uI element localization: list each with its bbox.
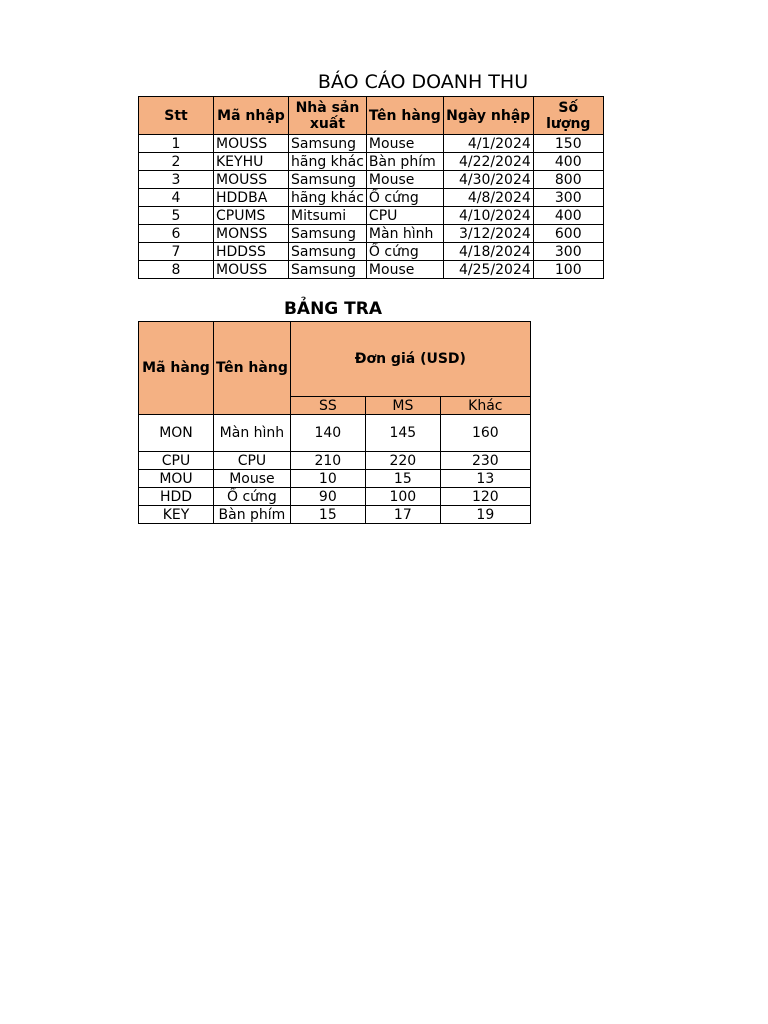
cell-khac: 230 xyxy=(440,452,530,470)
header-khac: Khác xyxy=(440,397,530,415)
cell-ma-nhap: MOUSS xyxy=(214,171,289,189)
cell-ten-hang: Bàn phím xyxy=(366,153,443,171)
cell-ms: 100 xyxy=(365,488,440,506)
cell-nsx: hãng khác xyxy=(289,153,367,171)
cell-ten-hang: Mouse xyxy=(214,470,291,488)
cell-ngay-nhap: 4/22/2024 xyxy=(443,153,533,171)
cell-stt: 7 xyxy=(139,243,214,261)
cell-nsx: hãng khác xyxy=(289,189,367,207)
table-row xyxy=(139,135,604,153)
table-row xyxy=(139,415,531,452)
cell-ten-hang: Ổ cứng xyxy=(214,488,291,506)
cell-so-luong: 400 xyxy=(533,207,603,225)
cell-ma-nhap: MOUSS xyxy=(214,135,289,153)
cell-ss: 90 xyxy=(290,488,365,506)
lookup-header-row xyxy=(139,322,531,397)
cell-so-luong: 150 xyxy=(533,135,603,153)
header-ten-hang: Tên hàng xyxy=(366,97,443,135)
cell-ss: 210 xyxy=(290,452,365,470)
cell-ms: 220 xyxy=(365,452,440,470)
table-row xyxy=(139,506,531,524)
header-don-gia: Đơn giá (USD) xyxy=(290,322,530,397)
header-so-luong: Số lượng xyxy=(533,97,603,135)
cell-ss: 15 xyxy=(290,506,365,524)
table-row xyxy=(139,207,604,225)
cell-ngay-nhap: 4/8/2024 xyxy=(443,189,533,207)
table-row xyxy=(139,243,604,261)
cell-stt: 1 xyxy=(139,135,214,153)
cell-ngay-nhap: 4/30/2024 xyxy=(443,171,533,189)
cell-ms: 15 xyxy=(365,470,440,488)
cell-ms: 145 xyxy=(365,415,440,452)
cell-ma-nhap: CPUMS xyxy=(214,207,289,225)
cell-nsx: Samsung xyxy=(289,171,367,189)
cell-ten-hang: CPU xyxy=(214,452,291,470)
header-ten-hang: Tên hàng xyxy=(214,322,291,415)
cell-ma-nhap: HDDBA xyxy=(214,189,289,207)
cell-ma-nhap: MONSS xyxy=(214,225,289,243)
cell-so-luong: 100 xyxy=(533,261,603,279)
table-row xyxy=(139,488,531,506)
cell-ngay-nhap: 3/12/2024 xyxy=(443,225,533,243)
table-row xyxy=(139,225,604,243)
cell-so-luong: 600 xyxy=(533,225,603,243)
cell-khac: 13 xyxy=(440,470,530,488)
header-ms: MS xyxy=(365,397,440,415)
cell-ma-nhap: HDDSS xyxy=(214,243,289,261)
cell-ten-hang: Màn hình xyxy=(214,415,291,452)
header-ngay-nhap: Ngày nhập xyxy=(443,97,533,135)
header-ma-hang: Mã hàng xyxy=(139,322,214,415)
cell-khac: 160 xyxy=(440,415,530,452)
cell-ten-hang: Mouse xyxy=(366,261,443,279)
cell-khac: 19 xyxy=(440,506,530,524)
table-row xyxy=(139,261,604,279)
cell-ma-hang: MON xyxy=(139,415,214,452)
cell-stt: 4 xyxy=(139,189,214,207)
cell-ngay-nhap: 4/18/2024 xyxy=(443,243,533,261)
cell-ngay-nhap: 4/10/2024 xyxy=(443,207,533,225)
cell-stt: 2 xyxy=(139,153,214,171)
cell-ma-hang: HDD xyxy=(139,488,214,506)
cell-nsx: Samsung xyxy=(289,225,367,243)
cell-ten-hang: Màn hình xyxy=(366,225,443,243)
table-row xyxy=(139,189,604,207)
report-header-row xyxy=(139,97,604,135)
cell-ten-hang: CPU xyxy=(366,207,443,225)
header-nha-san-xuat: Nhà sản xuất xyxy=(289,97,367,135)
cell-ngay-nhap: 4/25/2024 xyxy=(443,261,533,279)
cell-so-luong: 300 xyxy=(533,189,603,207)
header-stt: Stt xyxy=(139,97,214,135)
cell-stt: 3 xyxy=(139,171,214,189)
cell-ma-nhap: MOUSS xyxy=(214,261,289,279)
cell-stt: 8 xyxy=(139,261,214,279)
cell-stt: 6 xyxy=(139,225,214,243)
report-title: BÁO CÁO DOANH THU xyxy=(317,71,529,93)
header-ma-nhap: Mã nhập xyxy=(214,97,289,135)
header-ss: SS xyxy=(290,397,365,415)
table-row xyxy=(139,153,604,171)
cell-ss: 10 xyxy=(290,470,365,488)
cell-nsx: Samsung xyxy=(289,243,367,261)
cell-ngay-nhap: 4/1/2024 xyxy=(443,135,533,153)
cell-so-luong: 800 xyxy=(533,171,603,189)
cell-ss: 140 xyxy=(290,415,365,452)
cell-ma-hang: KEY xyxy=(139,506,214,524)
cell-so-luong: 300 xyxy=(533,243,603,261)
cell-khac: 120 xyxy=(440,488,530,506)
table-row xyxy=(139,470,531,488)
cell-ten-hang: Mouse xyxy=(366,135,443,153)
cell-ms: 17 xyxy=(365,506,440,524)
cell-ten-hang: Ổ cứng xyxy=(366,243,443,261)
lookup-table xyxy=(138,321,531,524)
cell-nsx: Samsung xyxy=(289,135,367,153)
revenue-report-table xyxy=(138,96,604,279)
cell-ma-hang: MOU xyxy=(139,470,214,488)
table-row xyxy=(139,171,604,189)
cell-ten-hang: Bàn phím xyxy=(214,506,291,524)
cell-nsx: Mitsumi xyxy=(289,207,367,225)
cell-ma-nhap: KEYHU xyxy=(214,153,289,171)
cell-ten-hang: Ổ cứng xyxy=(366,189,443,207)
table-row xyxy=(139,452,531,470)
cell-so-luong: 400 xyxy=(533,153,603,171)
cell-nsx: Samsung xyxy=(289,261,367,279)
cell-ten-hang: Mouse xyxy=(366,171,443,189)
cell-ma-hang: CPU xyxy=(139,452,214,470)
lookup-title: BẢNG TRA xyxy=(283,299,383,319)
cell-stt: 5 xyxy=(139,207,214,225)
